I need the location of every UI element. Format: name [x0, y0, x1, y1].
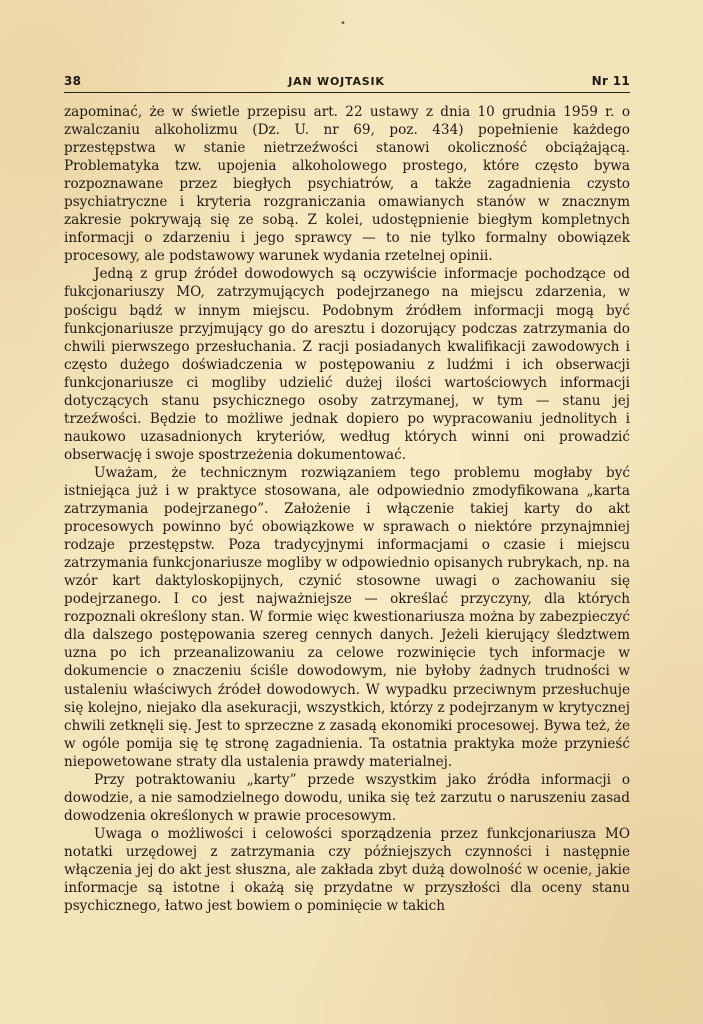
paragraph: zapominać, że w świetle przepisu art. 22 ustawy z dnia 10 grudnia 1959 r. o zwalczaniu alkoholizmu (Dz. U. nr 69, poz. 434) popełnienie każdego przestępstwa w stanie nietrzeźwości stanowi okoliczność obciążającą. Problematyka tzw. upojenia alkoholowego prostego, które często bywa rozpoznawane przez biegłych psychiatrów, a także zagadnienia czysto psychiatryczne i kryteria rozgraniczania omawianych stanów w znacznym zakresie pokrywają się ze sobą. Z kolei, udostępnienie biegłym kompletnych informacji o zdarzeniu i jego sprawcy — to nie tylko formalny obowiązek procesowy, ale podstawowy warunek wydania rzetelnej opinii.: [64, 104, 630, 265]
article-body: [64, 103, 630, 915]
paragraph: Uważam, że technicznym rozwiązaniem tego problemu mogłaby być istniejąca już i w praktyce stosowana, ale odpowiednio zmodyfikowana „karta zatrzymania podejrzanego”. Założenie i włączenie takiej karty do akt procesowych powinno być obowiązkowe w sprawach o niektóre przynajmniej rodzaje przestępstw. Poza tradycyjnymi informacjami o czasie i miejscu zatrzymania funkcjonariusze mogliby w odpowiednio opisanych rubrykach, np. na wzór kart daktyloskopijnych, czynić stosowne uwagi o zachowaniu się podejrzanego. I co jest najważniejsze — określać przyczyny, dla których rozpoznali określony stan. W formie więc kwestionariusza można by zabezpieczyć dla dalszego postępowania szereg cennych danych. Jeżeli kierujący śledztwem uzna po ich przeanalizowaniu za celowe rozwinięcie tych informacje w dokumencie o znaczeniu ściśle dowodowym, nie byłoby żadnych trudności w ustaleniu właściwych źródeł dowodowych. W wypadku przeciwnym przesłuchuje się kolejno, niejako dla asekuracji, wszystkich, którzy z podejrzanym w krytycznej chwili zetknęli się. Jest to sprzeczne z zasadą ekonomiki procesowej. Bywa też, że w ogóle pomija się tę stronę zagadnienia. Ta ostatnia praktyka może przynieść niepowetowane straty dla ustalenia prawdy materialnej.: [64, 464, 630, 770]
paragraph: Uwaga o możliwości i celowości sporządzenia przez funkcjonariusza MO notatki urzędowej z zatrzymania czy późniejszych czynności i następnie włączenia jej do akt jest słuszna, ale zakłada zbyt dużą dowolność w ocenie, jakie informacje są istotne i okażą się przydatne w przyszłości dla oceny stanu psychicznego, łatwo jest bowiem o pominięcie w takich: [64, 825, 630, 915]
issue-number: Nr 11: [591, 74, 630, 88]
running-title: JAN WOJTASIK: [288, 75, 385, 88]
running-header: [64, 66, 630, 88]
page-number: 38: [64, 74, 82, 88]
header-rule: [64, 92, 630, 93]
paragraph: Przy potraktowaniu „karty” przede wszystkim jako źródła informacji o dowodzie, a nie samodzielnego dowodu, unika się też zarzutu o naruszeniu zasad dowodzenia określonych w prawie procesowym.: [64, 771, 630, 824]
paragraph: Jedną z grup źródeł dowodowych są oczywiście informacje pochodzące od fukcjonariuszy MO, zatrzymujących podejrzanego na miejscu zdarzenia, w pościgu bądź w innym miejscu. Podobnym źródłem informacji mogą być funkcjonariusze przyjmujący go do aresztu i dozorujący podczas zatrzymania do chwili pierwszego przesłuchania. Z racji posiadanych kwalifikacji zawodowych i często dużego doświadczenia w postępowaniu z ludźmi i ich obserwacji funkcjonariusze ci mogliby udzielić dużej ilości wartościowych informacji dotyczących stanu psychicznego osoby zatrzymanej, w tym — stanu jej trzeźwości. Będzie to możliwe jednak dopiero po wypracowaniu jednolitych i naukowo uzasadnionych kryteriów, według których winni oni prowadzić obserwację i swoje spostrzeżenia dokumentować.: [64, 266, 630, 463]
page-speck: •: [340, 18, 346, 29]
